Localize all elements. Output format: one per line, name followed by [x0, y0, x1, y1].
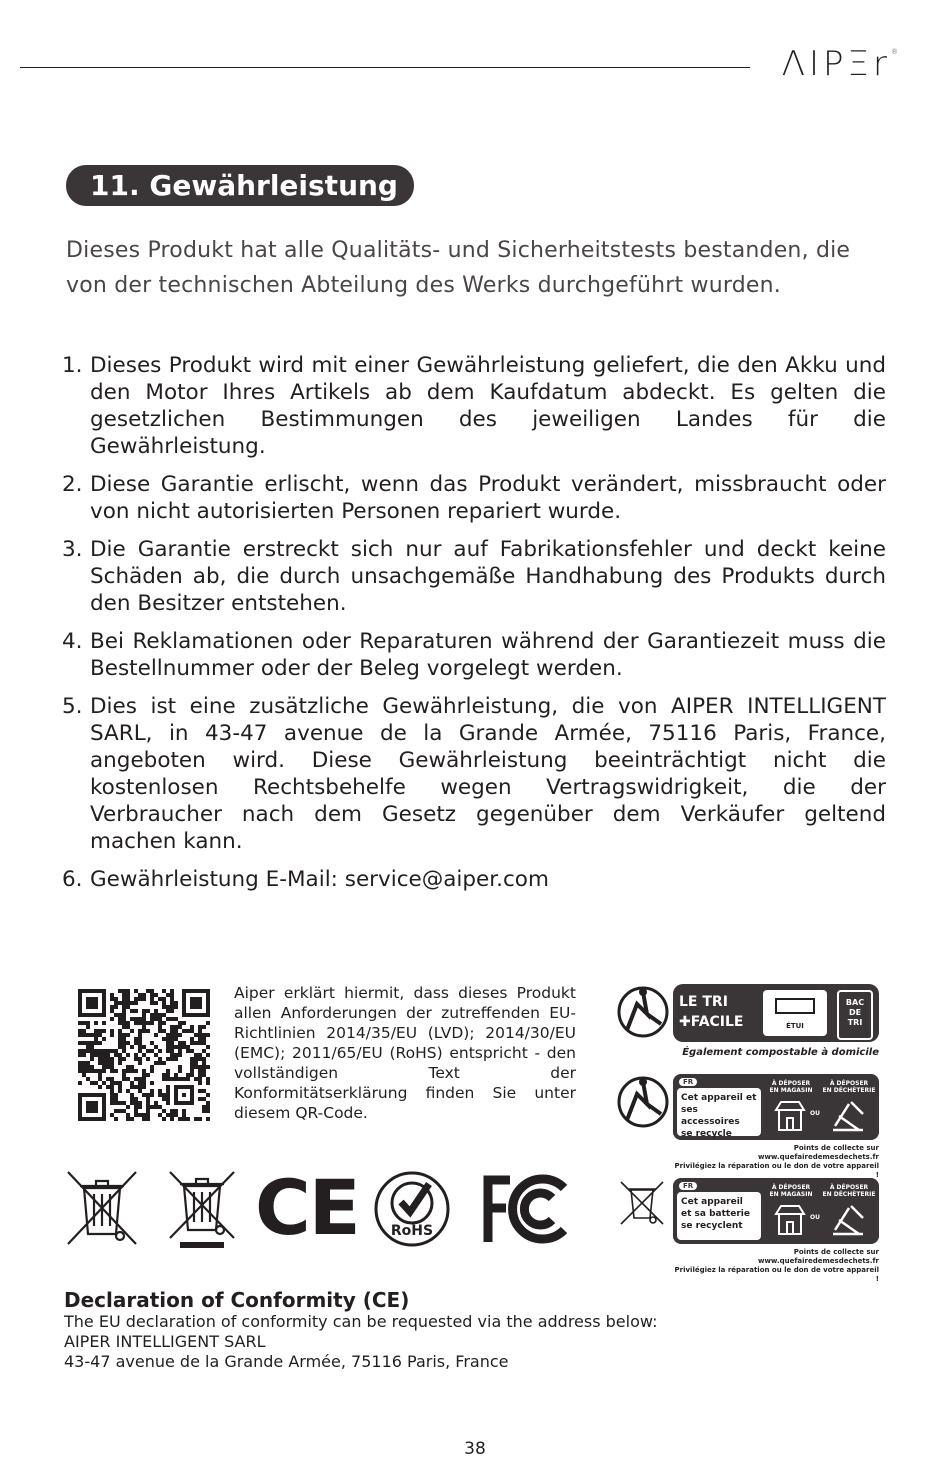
- ou-text: OU: [810, 1110, 820, 1117]
- list-item: [62, 628, 886, 682]
- shop-icon: [773, 1202, 807, 1236]
- list-item: [62, 693, 886, 855]
- declaration-title: Declaration of Conformity (CE): [64, 1288, 410, 1312]
- conformity-statement: Aiper erklärt hiermit, dass dieses Produkt allen Anforderungen der zutreffenden EU-Richtlinien 2014/35/EU (LVD); 2014/30/EU (EMC); 2011/65/EU (RoHS) entspricht - den vollständigen Text der Konformitätserklärung finden Sie unter diesem QR-Code.: [234, 984, 576, 1122]
- collection-note: Points de collecte sur www.quefairedemesdechets.fr Privilégiez la réparation ou le don de votre appareil !: [674, 1144, 879, 1179]
- page-number: 38: [464, 1439, 486, 1459]
- list-item: [62, 352, 886, 460]
- dump-icon: [829, 1096, 867, 1134]
- rohs-icon: [373, 1170, 451, 1248]
- recycle-label-accessories: [673, 1074, 879, 1140]
- registered-mark: ®: [891, 48, 902, 56]
- triman-icon: [617, 1074, 669, 1128]
- etui-text: ÉTUI: [786, 1022, 804, 1030]
- item-number: 3.: [62, 537, 83, 562]
- item-number: 1.: [62, 353, 83, 378]
- decheterie-label: À DÉPOSER EN DÉCHÈTERIE: [822, 1080, 876, 1094]
- list-item: [62, 866, 886, 893]
- triman-icon: [617, 984, 669, 1038]
- etui-icon: [775, 998, 815, 1014]
- item-text: Gewährleistung E-Mail: service@aiper.com: [90, 867, 549, 892]
- recycle-text-box: Cet appareil et sa batterie se recyclent: [677, 1192, 761, 1240]
- list-item: [62, 471, 886, 525]
- item-number: 6.: [62, 867, 83, 892]
- ce-mark: CE: [255, 1163, 359, 1252]
- weee-bin-icon: [64, 1168, 140, 1248]
- recycle-label-battery: [673, 1178, 879, 1244]
- etui-box: [763, 990, 827, 1036]
- item-number: 2.: [62, 472, 83, 497]
- list-item: [62, 536, 886, 617]
- fr-badge: FR: [679, 1182, 697, 1190]
- header-rule: [20, 67, 750, 68]
- item-text: Dieses Produkt wird mit einer Gewährleistung geliefert, die den Akku und den Motor Ihres Artikels ab dem Kaufdatum abdeckt. Es gelten die gesetzlichen Bestimmungen des jeweiligen Landes für die Gewährleistung.: [90, 353, 886, 459]
- collection-note: Points de collecte sur www.quefairedemesdechets.fr Privilégiez la réparation ou le don de votre appareil !: [674, 1248, 879, 1283]
- fcc-icon: [480, 1174, 570, 1244]
- ou-text: OU: [810, 1214, 820, 1221]
- rohs-label: RoHS: [390, 1223, 434, 1239]
- dump-icon: [829, 1200, 867, 1238]
- facile-text: ✚FACILE: [679, 1014, 744, 1030]
- recycle-text-box: Cet appareil et ses accessoires se recycle: [677, 1088, 761, 1136]
- magasin-label: À DÉPOSER EN MAGASIN: [769, 1080, 813, 1094]
- declaration-company: AIPER INTELLIGENT SARL: [64, 1332, 266, 1351]
- logo-text: ΛIPΞr: [781, 44, 891, 84]
- declaration-line: The EU declaration of conformity can be requested via the address below:: [64, 1312, 658, 1331]
- intro-paragraph: Dieses Produkt hat alle Qualitäts- und Sicherheitstests bestanden, die von der technischen Abteilung des Werks durchgeführt wurden.: [66, 238, 851, 298]
- qr-code[interactable]: [78, 989, 210, 1121]
- item-text: Dies ist eine zusätzliche Gewährleistung, die von AIPER INTELLIGENT SARL, in 43-47 avenue de la Grande Armée, 75116 Paris, France, angeboten wird. Diese Gewährleistung beeinträchtigt nicht die kostenlosen Rechtsbehelfe wegen Vertragswidrigkeit, die der Verbraucher nach dem Gesetz gegenüber dem Verkäufer geltend machen kann.: [90, 694, 886, 854]
- item-number: 4.: [62, 629, 83, 654]
- magasin-label: À DÉPOSER EN MAGASIN: [769, 1184, 813, 1198]
- item-text: Diese Garantie erlischt, wenn das Produkt verändert, missbraucht oder von nicht autorisierten Personen repariert wurde.: [90, 472, 886, 524]
- weee-bin-icon: [617, 1178, 667, 1228]
- declaration-address: 43-47 avenue de la Grande Armée, 75116 Paris, France: [64, 1352, 509, 1371]
- item-number: 5.: [62, 694, 83, 719]
- decheterie-label: À DÉPOSER EN DÉCHÈTERIE: [822, 1184, 876, 1198]
- weee-bin-bar-icon: [164, 1168, 240, 1252]
- le-tri-text: LE TRI: [679, 994, 728, 1010]
- aiper-logo: [782, 44, 902, 84]
- warranty-list: [62, 352, 886, 904]
- bac-de-tri-icon: BAC DE TRI: [837, 990, 873, 1040]
- item-text: Die Garantie erstreckt sich nur auf Fabrikationsfehler und deckt keine Schäden ab, die durch unsachgemäße Handhabung des Produkts durch den Besitzer entstehen.: [90, 537, 886, 616]
- le-tri-facile-label: [673, 984, 879, 1042]
- section-title: 11. Gewährleistung: [66, 165, 414, 206]
- fr-badge: FR: [679, 1078, 697, 1086]
- item-text: Bei Reklamationen oder Reparaturen während der Garantiezeit muss die Bestellnummer oder der Beleg vorgelegt werden.: [90, 629, 886, 681]
- shop-icon: [773, 1098, 807, 1132]
- compostable-text: Également compostable à domicile: [682, 1047, 879, 1058]
